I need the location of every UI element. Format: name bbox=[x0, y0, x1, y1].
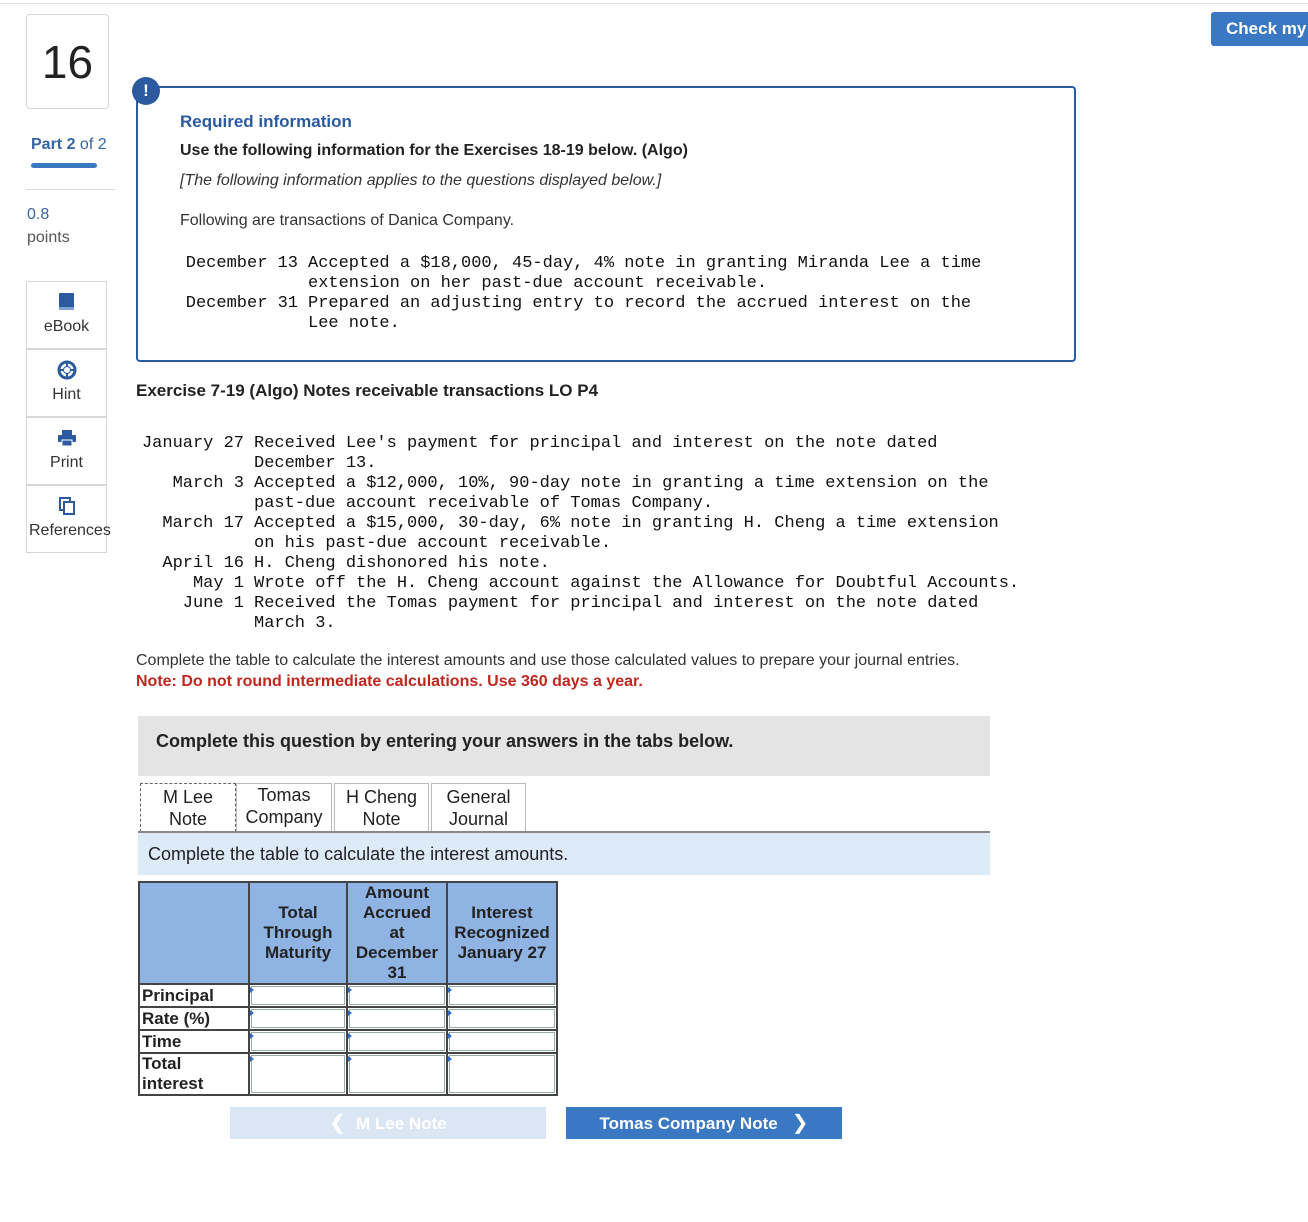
printer-icon bbox=[27, 428, 106, 448]
required-info-italic-line: [The following information applies to the questions displayed below.] bbox=[180, 172, 662, 189]
interest-calculation-table bbox=[138, 881, 558, 1096]
tab-tomas-company[interactable]: Tomas Company bbox=[236, 783, 332, 832]
table-header-amount-accrued: Amount Accrued at December 31 bbox=[347, 882, 447, 984]
next-tab-button[interactable]: Tomas Company Note ❯ bbox=[566, 1107, 842, 1139]
principal-accrued-input[interactable] bbox=[347, 984, 447, 1007]
transaction-row: January 27 Received Lee's payment for principal and interest on the note dated December 13. bbox=[141, 434, 938, 473]
transaction-row: June 1 Received the Tomas payment for principal and interest on the note dated March 3. bbox=[182, 594, 979, 633]
question-number: 16 bbox=[26, 14, 109, 109]
row-label: Time bbox=[139, 1030, 249, 1053]
rate-recognized-input[interactable] bbox=[447, 1007, 557, 1030]
time-total-input[interactable] bbox=[249, 1030, 347, 1053]
sidebar-divider bbox=[26, 189, 116, 190]
transaction-row: December 13 Accepted a $18,000, 45-day, 4% note in granting Miranda Lee a time extension on her past-due account receivable. bbox=[185, 254, 982, 293]
row-label: Principal bbox=[139, 984, 249, 1007]
tab-instruction-bar: Complete the table to calculate the interest amounts. bbox=[138, 833, 990, 875]
table-row bbox=[139, 1030, 557, 1053]
exercise-title: Exercise 7-19 (Algo) Notes receivable transactions LO P4 bbox=[136, 381, 599, 400]
print-button[interactable]: Print bbox=[26, 417, 107, 485]
check-my-work-button[interactable]: Check my bbox=[1211, 12, 1308, 46]
transaction-row: December 31 Prepared an adjusting entry to record the accrued interest on the Lee note. bbox=[185, 294, 972, 333]
table-header-blank bbox=[139, 882, 249, 984]
prev-tab-button[interactable]: ❮ M Lee Note bbox=[230, 1107, 546, 1139]
exercise-note: Note: Do not round intermediate calculations. Use 360 days a year. bbox=[136, 673, 643, 690]
tab-h-cheng-note[interactable]: H Cheng Note bbox=[334, 783, 429, 832]
part-indicator: Part 2 of 2 bbox=[31, 136, 107, 153]
ebook-button[interactable]: eBook bbox=[26, 281, 107, 349]
exercise-instruction: Complete the table to calculate the interest amounts and use those calculated values to prepare your journal entries. bbox=[136, 652, 960, 669]
required-info-title: Required information bbox=[180, 112, 352, 131]
table-header-interest-recognized: Interest Recognized January 27 bbox=[447, 882, 557, 984]
time-accrued-input[interactable] bbox=[347, 1030, 447, 1053]
transaction-row: March 3 Accepted a $12,000, 10%, 90-day note in granting a time extension on the past-due account receivable of Tomas Company. bbox=[172, 474, 989, 513]
part-progress-bar bbox=[31, 163, 97, 168]
row-label: Rate (%) bbox=[139, 1007, 249, 1030]
alert-icon: ! bbox=[132, 77, 160, 105]
transaction-row: March 17 Accepted a $15,000, 30-day, 6% note in granting H. Cheng a time extension on his past-due account receivable. bbox=[162, 514, 999, 553]
transaction-row: April 16 H. Cheng dishonored his note. bbox=[162, 554, 550, 573]
total-interest-total-input[interactable] bbox=[249, 1053, 347, 1095]
total-interest-accrued-input[interactable] bbox=[347, 1053, 447, 1095]
chevron-left-icon: ❮ bbox=[329, 1112, 347, 1134]
copy-icon bbox=[27, 496, 106, 516]
time-recognized-input[interactable] bbox=[447, 1030, 557, 1053]
principal-total-input[interactable] bbox=[249, 984, 347, 1007]
points-label: points bbox=[27, 229, 70, 246]
row-label: Total interest bbox=[139, 1053, 249, 1095]
transaction-row: May 1 Wrote off the H. Cheng account against the Allowance for Doubtful Accounts. bbox=[192, 574, 1020, 593]
table-row bbox=[139, 984, 557, 1007]
references-button[interactable]: References bbox=[26, 485, 107, 553]
total-interest-recognized-input[interactable] bbox=[447, 1053, 557, 1095]
table-row bbox=[139, 1053, 557, 1095]
points-value: 0.8 bbox=[27, 206, 50, 223]
principal-recognized-input[interactable] bbox=[447, 984, 557, 1007]
hint-button[interactable]: Hint bbox=[26, 349, 107, 417]
required-info-following: Following are transactions of Danica Company. bbox=[180, 212, 515, 229]
question-header: Complete this question by entering your answers in the tabs below. bbox=[138, 716, 990, 776]
table-header-total-through-maturity: Total Through Maturity bbox=[249, 882, 347, 984]
required-info-use-line: Use the following information for the Exercises 18-19 below. (Algo) bbox=[180, 142, 688, 159]
rate-total-input[interactable] bbox=[249, 1007, 347, 1030]
table-row bbox=[139, 1007, 557, 1030]
book-icon bbox=[27, 292, 106, 312]
tab-m-lee-note[interactable]: M Lee Note bbox=[140, 783, 236, 832]
tab-general-journal[interactable]: General Journal bbox=[431, 783, 526, 832]
top-divider bbox=[0, 3, 1308, 4]
chevron-right-icon: ❯ bbox=[791, 1112, 809, 1134]
lifebuoy-icon bbox=[27, 360, 106, 380]
rate-accrued-input[interactable] bbox=[347, 1007, 447, 1030]
